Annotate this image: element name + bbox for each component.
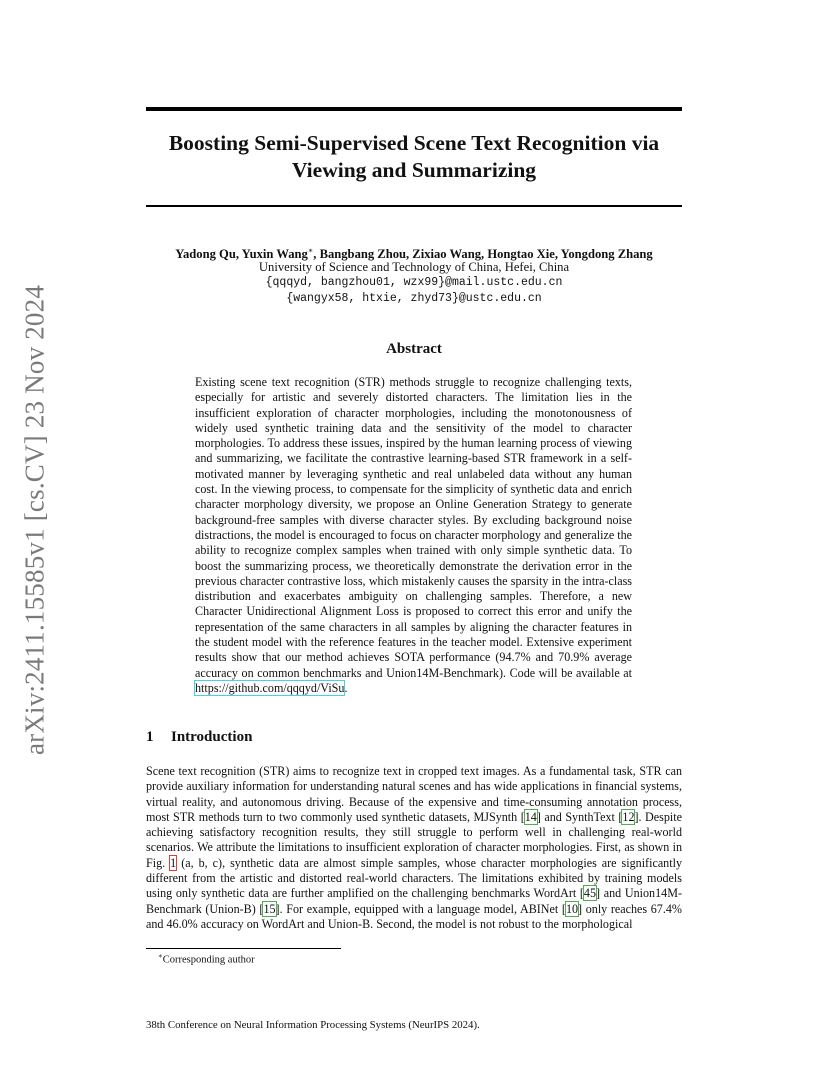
footnote (158, 952, 255, 966)
citation-link[interactable]: 12 (622, 809, 635, 824)
email-line-1: {qqqyd, bangzhou01, wzx99}@mail.ustc.edu.cn (265, 276, 563, 289)
section-title: Introduction (171, 729, 253, 745)
affiliation: University of Science and Technology of China, Hefei, China (258, 260, 570, 274)
authors-first: Yadong Qu, Yuxin Wang (175, 247, 308, 262)
title-bottom-rule (146, 205, 682, 207)
corresponding-mark: ∗ (307, 246, 314, 255)
introduction-paragraph (146, 764, 682, 932)
arxiv-id-text: arXiv:2411.15585v1 [cs.CV] 23 Nov 2024 (19, 284, 50, 756)
abstract-heading: Abstract (386, 341, 442, 357)
intro-text: (a, b, c), synthetic data are almost simple samples, whose character morphologies are significantly different from the artistic and distorted real-world characters. The limitations exhibited by training models using only synthetic data are further amplified on the challenging benchmarks WordArt [ (146, 855, 682, 901)
arxiv-identifier (14, 280, 56, 760)
intro-text: ] and Union14M-Benchmark (Union-B) [ (146, 886, 682, 916)
section-number: 1 (146, 729, 154, 745)
figure-link[interactable]: 1 (170, 855, 177, 870)
intro-text: ]. For example, equipped with a language model, ABINet [ (275, 901, 566, 916)
intro-text: ] only reaches 67.4% and 46.0% accuracy on WordArt and Union-B. Second, the model is not robust to the morphological (146, 901, 683, 931)
code-link[interactable]: https://github.com/qqqyd/ViSu (195, 680, 345, 695)
citation-link[interactable]: 14 (524, 809, 537, 824)
footnote-text: Corresponding author (162, 954, 255, 966)
citation-link[interactable]: 45 (583, 886, 597, 901)
title-line-2: Viewing and Summarizing (291, 158, 537, 182)
footnote-mark: ∗ (158, 952, 163, 960)
intro-text: ]. Despite achieving satisfactory recognition results, they still struggle to perform well in challenging real-world scenarios. We attribute the limitations to insufficient exploration of character morphologies. First, as shown in Fig. (146, 809, 682, 870)
paper-title (146, 130, 682, 184)
affiliation-block (146, 259, 682, 306)
venue-footer: 38th Conference on Neural Information Processing Systems (NeurIPS 2024). (146, 1019, 480, 1031)
title-top-rule (146, 107, 682, 111)
authors-rest: , Bangbang Zhou, Zixiao Wang, Hongtao Xie, Yongdong Zhang (313, 247, 653, 262)
email-line-2: {wangyx58, htxie, zhyd73}@ustc.edu.cn (286, 291, 542, 305)
intro-text: Scene text recognition (STR) aims to recognize text in cropped text images. As a fundamental task, STR can provide auxiliary information for understanding natural scenes and has wide applications in financial systems, virtual reality, and autonomous driving. Because of the expensive and time-consuming annotation process, most STR methods turn to two commonly used synthetic datasets, MJSynth [ (146, 764, 682, 824)
citation-link[interactable]: 15 (263, 901, 276, 916)
abstract-body (195, 375, 632, 696)
intro-text: ] and SynthText [ (536, 809, 623, 824)
title-line-1: Boosting Semi-Supervised Scene Text Recognition via (168, 131, 660, 155)
abstract-text: Existing scene text recognition (STR) methods struggle to recognize challenging texts, especially for artistic and severely distorted characters. The limitation lies in the insufficient exploration of character morphologies, including the monotonousness of widely used synthetic training data and the sensitivity of the model to character morphologies. To address these issues, inspired by the human learning process of viewing and summarizing, we facilitate the contrastive learning-based STR framework in a self-motivated manner by leveraging synthetic and real unlabeled data without any human cost. In the viewing process, to compensate for the simplicity of synthetic data and enrich character morphology diversity, we propose an Online Generation Strategy to generate background-free samples with diverse character styles. By excluding background noise distractions, the model is encouraged to focus on character morphology and generalize the ability to recognize complex samples when trained with only simple synthetic data. To boost the summarizing process, we theoretically demonstrate the derivation error in the previous character contrastive loss, which mistakenly causes the sparsity in the intra-class distribution and exacerbates ambiguity on challenging samples. Therefore, a new Character Unidirectional Alignment Loss is proposed to correct this error and unify the representation of the same characters in all samples by aligning the character features in the student model with the reference features in the teacher model. Extensive experiment results show that our method achieves SOTA performance (94.7% and 70.9% average accuracy on common benchmarks and Union14M-Benchmark). Code will be available at (195, 375, 632, 680)
citation-link[interactable]: 10 (565, 901, 579, 916)
section-heading-introduction (146, 729, 252, 746)
abstract-end: . (344, 680, 348, 695)
footnote-rule (146, 948, 341, 949)
